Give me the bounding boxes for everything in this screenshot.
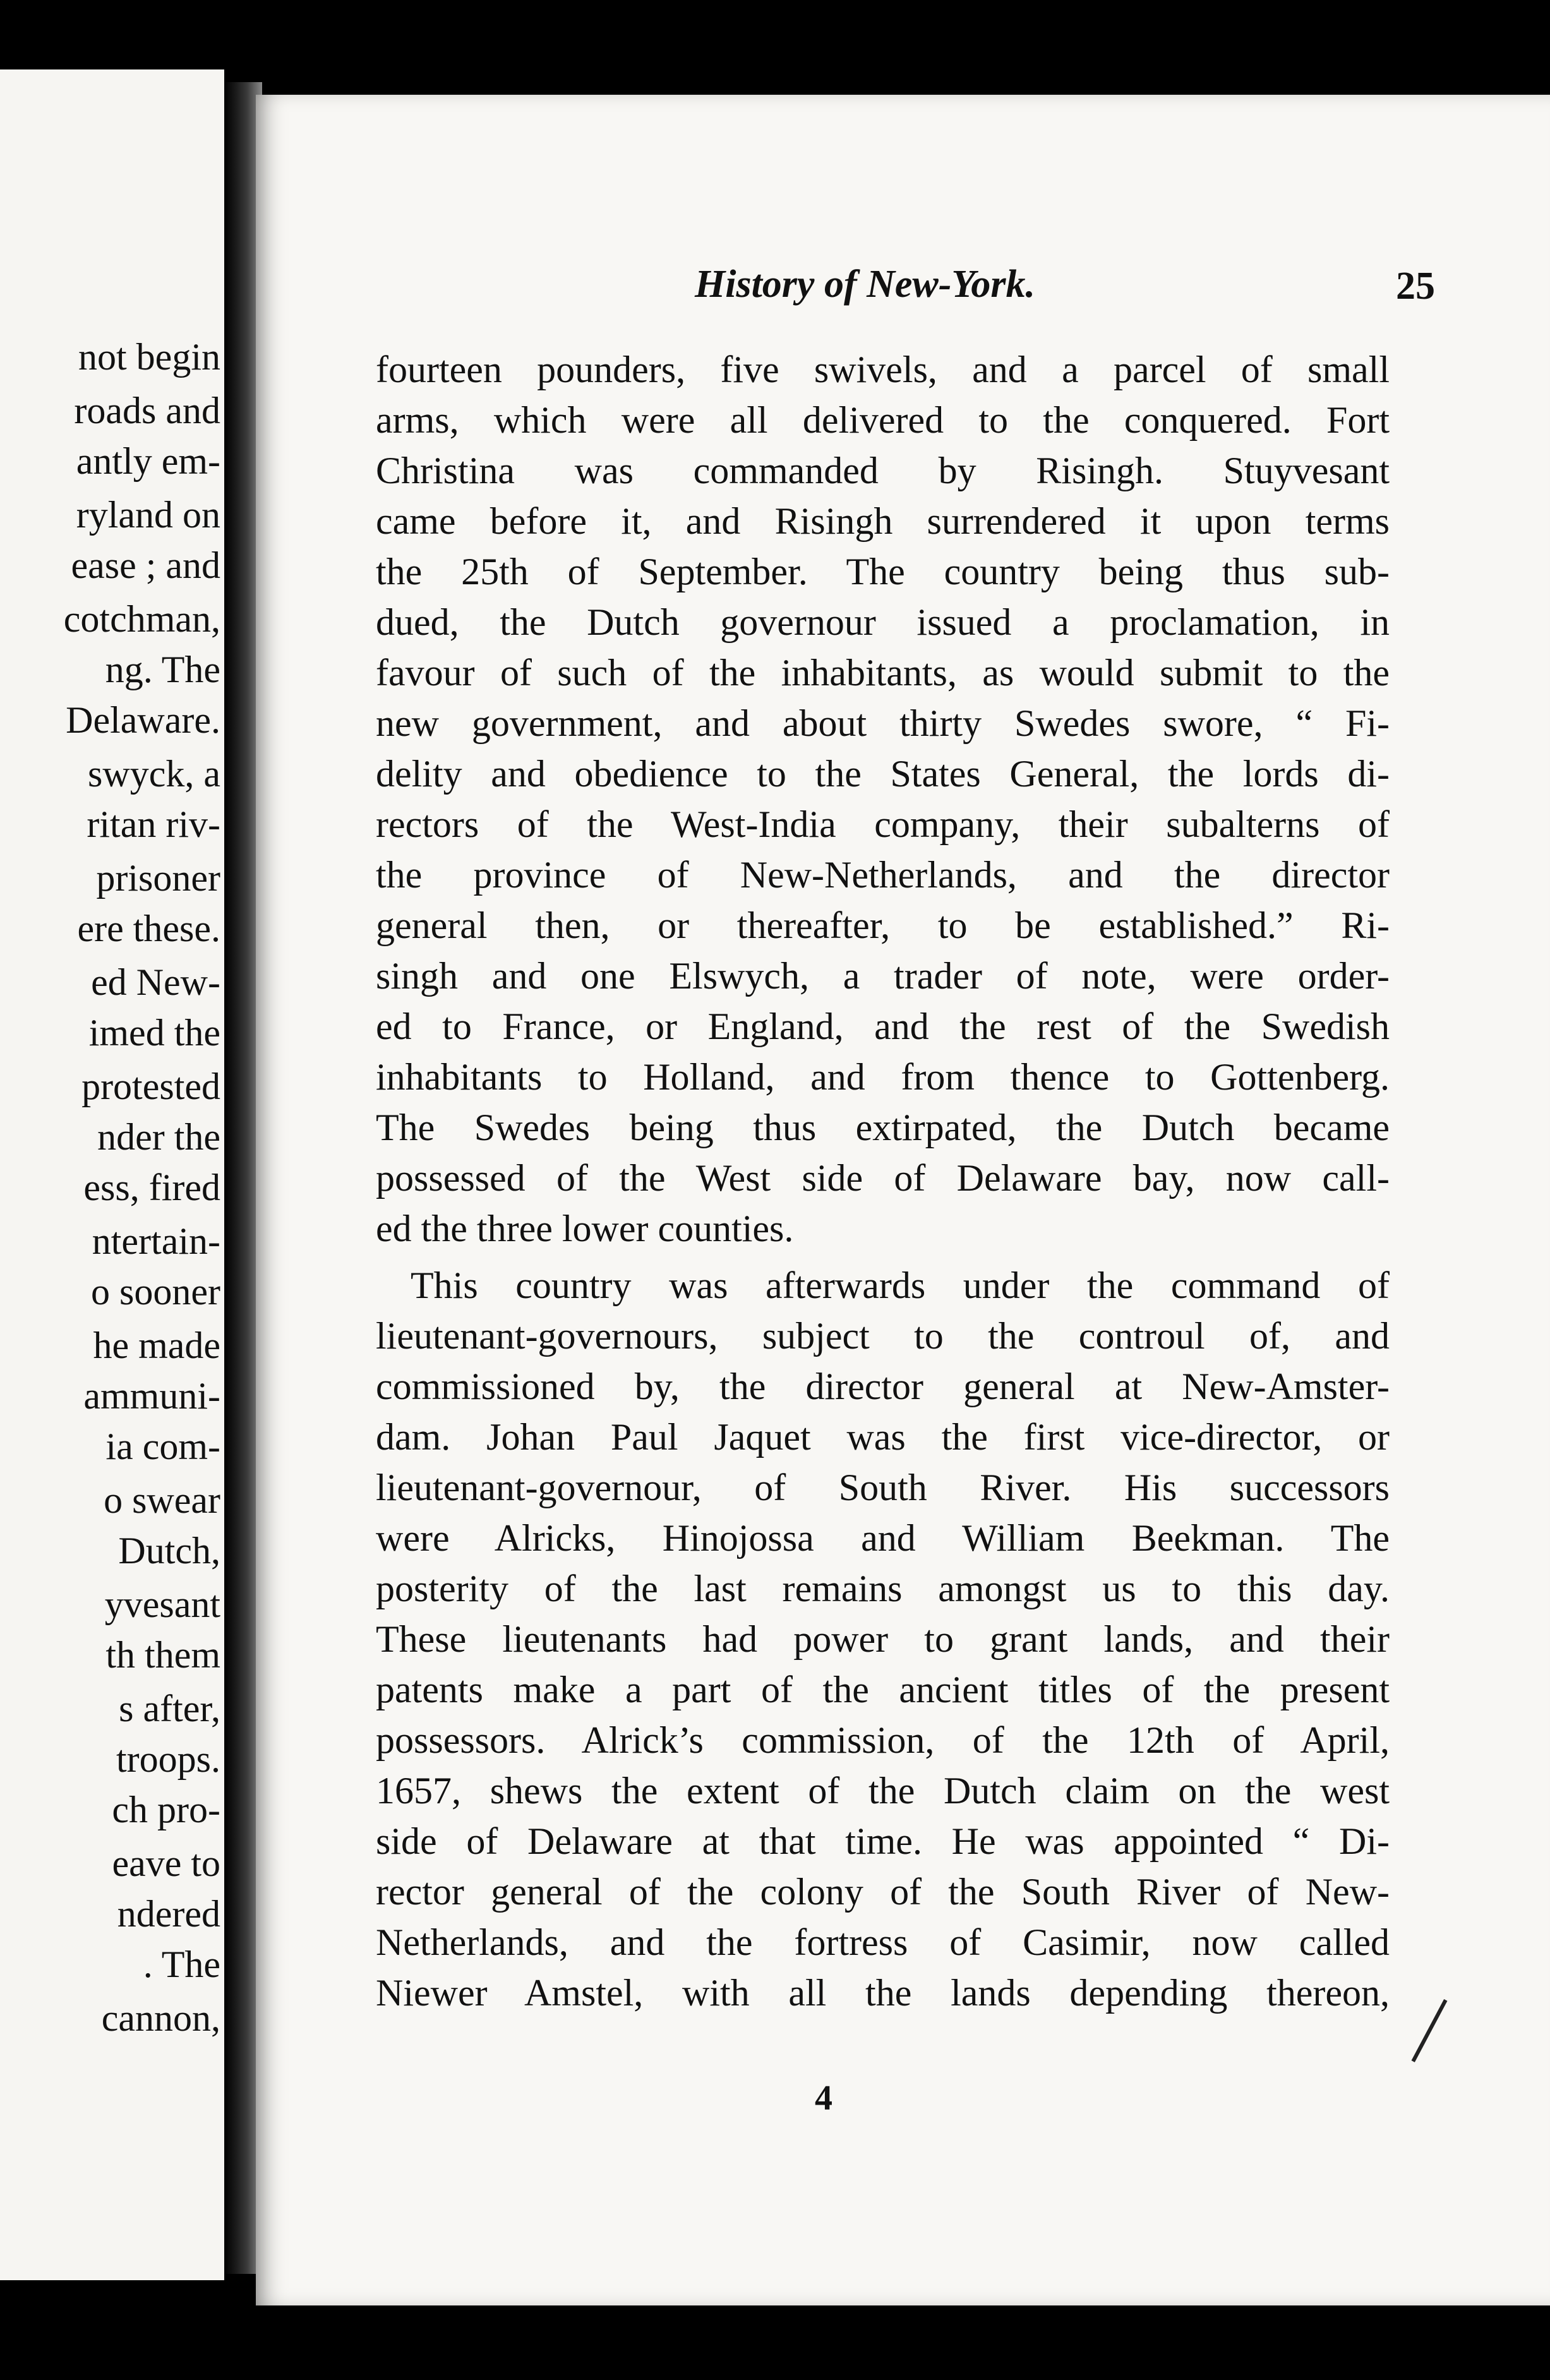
left-page-line: o swear bbox=[104, 1479, 220, 1521]
signature-mark: 4 bbox=[815, 2079, 832, 2118]
body-text-line: Niewer Amstel, with all the lands depending thereon, bbox=[376, 1972, 1390, 2014]
body-text-line: were Alricks, Hinojossa and William Beekman. The bbox=[376, 1517, 1390, 1559]
left-page-line: ed New- bbox=[91, 961, 220, 1003]
body-text-line: lieutenant-governour, of South River. His successors bbox=[376, 1467, 1390, 1508]
running-head: History of New-York. bbox=[695, 263, 1036, 306]
body-text-line: new government, and about thirty Swedes swore, “ Fi- bbox=[376, 702, 1390, 744]
body-text-line: possessors. Alrick’s commission, of the 12th of April, bbox=[376, 1719, 1390, 1761]
left-page-line: yvesant bbox=[104, 1584, 220, 1625]
left-page-line: cotchman, bbox=[63, 598, 220, 640]
left-page-line: troops. bbox=[116, 1738, 220, 1780]
left-page-line: ere these. bbox=[77, 908, 220, 949]
body-text-line: dam. Johan Paul Jaquet was the first vice-director, or bbox=[376, 1416, 1390, 1458]
body-text-line: delity and obedience to the States General, the lords di- bbox=[376, 753, 1390, 795]
left-page-line: ng. The bbox=[105, 649, 220, 690]
body-text-line: This country was afterwards under the command of bbox=[411, 1265, 1390, 1306]
body-text-line: The Swedes being thus extirpated, the Dutch became bbox=[376, 1107, 1390, 1148]
left-page-line: swyck, a bbox=[88, 753, 220, 795]
left-page-line: o sooner bbox=[91, 1271, 220, 1313]
left-page-line: eave to bbox=[112, 1842, 220, 1884]
left-page-line: Dutch, bbox=[118, 1530, 220, 1572]
left-page-line: th them bbox=[105, 1634, 220, 1676]
left-page-line: ntertain- bbox=[92, 1220, 220, 1262]
left-page-line: ia com- bbox=[105, 1426, 220, 1467]
left-page-line: ease ; and bbox=[71, 544, 220, 586]
body-text-line: the province of New-Netherlands, and the director bbox=[376, 854, 1390, 896]
body-text-line: rector general of the colony of the South River of New- bbox=[376, 1871, 1390, 1913]
left-page-line: ryland on bbox=[76, 494, 220, 536]
left-page-line: ndered bbox=[117, 1893, 220, 1935]
left-page-line: s after, bbox=[119, 1688, 220, 1729]
left-page bbox=[0, 69, 224, 2280]
left-page-line: protested bbox=[81, 1066, 220, 1107]
body-text-line: ed the three lower counties. bbox=[376, 1208, 794, 1249]
body-text-line: arms, which were all delivered to the conquered. Fort bbox=[376, 399, 1390, 441]
body-text-line: Christina was commanded by Risingh. Stuyvesant bbox=[376, 450, 1390, 491]
body-text-line: possessed of the West side of Delaware bay, now call- bbox=[376, 1157, 1390, 1199]
left-page-line: imed the bbox=[88, 1012, 220, 1054]
body-text-line: the 25th of September. The country being thus sub- bbox=[376, 551, 1390, 592]
left-page-line: he made bbox=[93, 1325, 220, 1366]
body-text-line: ed to France, or England, and the rest of the Swedish bbox=[376, 1006, 1390, 1047]
body-text-line: rectors of the West-India company, their subalterns of bbox=[376, 803, 1390, 845]
left-page-line: nder the bbox=[97, 1116, 220, 1158]
left-page-line: not begin bbox=[78, 336, 220, 378]
body-text-line: side of Delaware at that time. He was appointed “ Di- bbox=[376, 1820, 1390, 1862]
body-text-line: inhabitants to Holland, and from thence to Gottenberg. bbox=[376, 1056, 1390, 1098]
body-text-line: patents make a part of the ancient titles of the present bbox=[376, 1669, 1390, 1710]
left-page-line: ch pro- bbox=[112, 1789, 220, 1830]
left-page-line: antly em- bbox=[76, 440, 220, 482]
body-text-line: 1657, shews the extent of the Dutch claim on the west bbox=[376, 1770, 1390, 1812]
left-page-line: cannon, bbox=[101, 1997, 220, 2039]
body-text-line: dued, the Dutch governour issued a proclamation, in bbox=[376, 601, 1390, 643]
body-text-line: lieutenant-governours, subject to the controul of, and bbox=[376, 1315, 1390, 1357]
body-text-line: fourteen pounders, five swivels, and a parcel of small bbox=[376, 349, 1390, 390]
body-text-line: posterity of the last remains amongst us to this day. bbox=[376, 1568, 1390, 1609]
left-page-line: . The bbox=[143, 1944, 220, 1985]
body-text-line: commissioned by, the director general at New-Amster- bbox=[376, 1366, 1390, 1407]
body-text-line: Netherlands, and the fortress of Casimir, now called bbox=[376, 1921, 1390, 1963]
left-page-line: roads and bbox=[74, 390, 220, 431]
body-text-line: favour of such of the inhabitants, as would submit to the bbox=[376, 652, 1390, 694]
left-page-line: ammuni- bbox=[83, 1375, 220, 1417]
body-text-line: general then, or thereafter, to be established.” Ri- bbox=[376, 905, 1390, 946]
body-text-line: singh and one Elswych, a trader of note, were order- bbox=[376, 955, 1390, 997]
page-number: 25 bbox=[1396, 265, 1435, 308]
left-page-line: ess, fired bbox=[83, 1167, 220, 1208]
left-page-line: ritan riv- bbox=[87, 803, 220, 845]
body-text-line: came before it, and Risingh surrendered it upon terms bbox=[376, 500, 1390, 542]
left-page-line: prisoner bbox=[96, 857, 220, 899]
body-text-line: These lieutenants had power to grant lands, and their bbox=[376, 1618, 1390, 1660]
left-page-line: Delaware. bbox=[66, 699, 220, 741]
